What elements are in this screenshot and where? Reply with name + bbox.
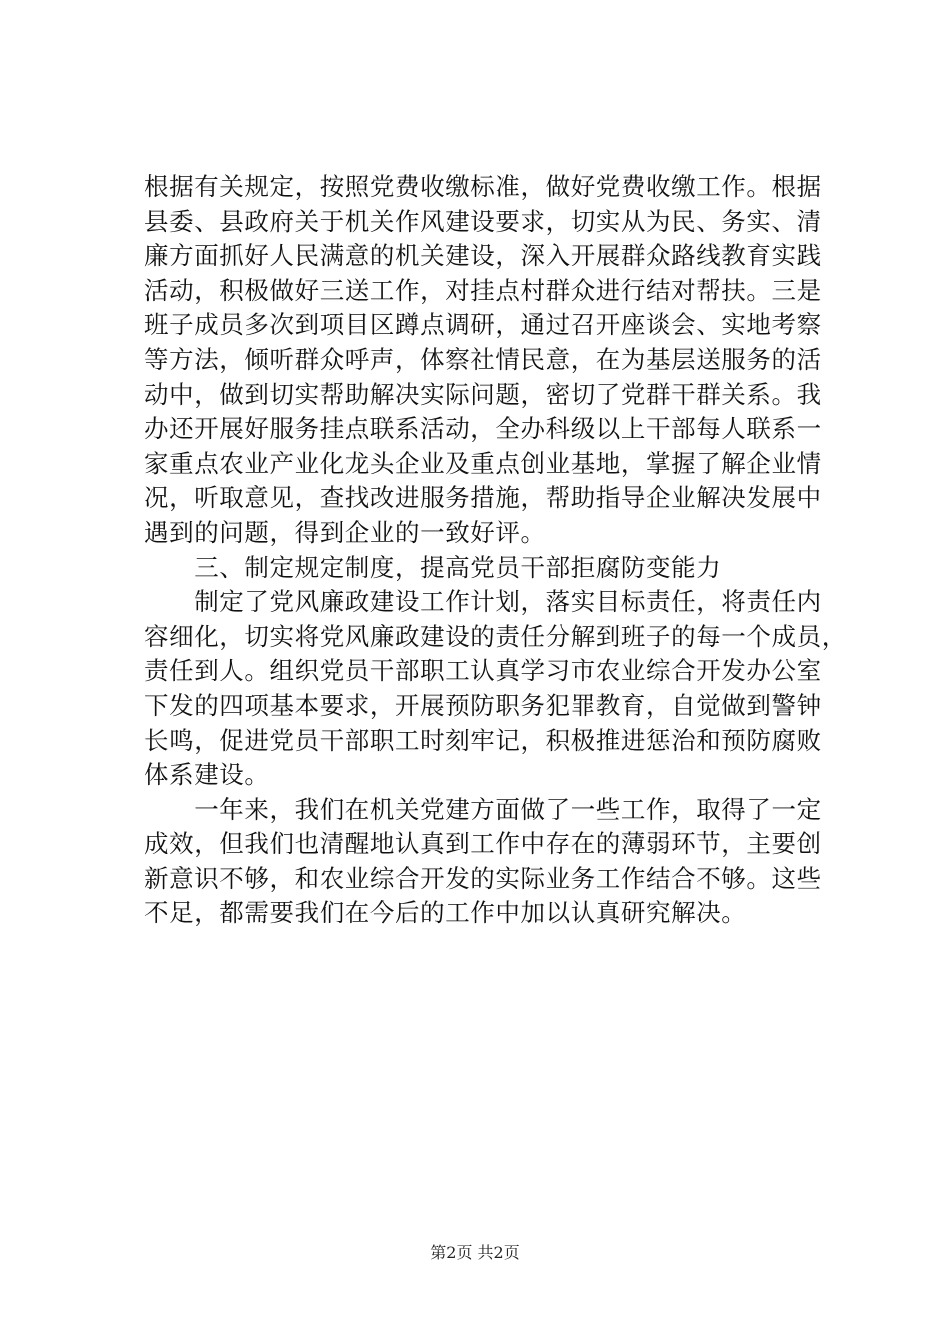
document-body xyxy=(144,170,847,931)
text-line: 活动，积极做好三送工作，对挂点村群众进行结对帮扶。三是 xyxy=(144,275,822,305)
text-line: 一年来，我们在机关党建方面做了一些工作，取得了一定 xyxy=(144,794,822,824)
text-line: 制定了党风廉政建设工作计划，落实目标责任，将责任内 xyxy=(144,587,822,617)
text-line: 成效，但我们也清醒地认真到工作中存在的薄弱环节，主要创 xyxy=(144,829,822,859)
text-line: 遇到的问题，得到企业的一致好评。 xyxy=(144,517,546,547)
text-line: 根据有关规定，按照党费收缴标准，做好党费收缴工作。根据 xyxy=(144,172,822,201)
text-line: 家重点农业产业化龙头企业及重点创业基地，掌握了解企业情 xyxy=(144,448,822,478)
text-line: 班子成员多次到项目区蹲点调研，通过召开座谈会、实地考察 xyxy=(144,310,822,340)
text-line: 不足，都需要我们在今后的工作中加以认真研究解决。 xyxy=(144,898,747,928)
text-line: 办还开展好服务挂点联系活动，全办科级以上干部每人联系一 xyxy=(144,414,822,444)
text-line: 体系建设。 xyxy=(144,760,270,790)
text-line: 廉方面抓好人民满意的机关建设，深入开展群众路线教育实践 xyxy=(144,241,822,271)
text-line: 下发的四项基本要求，开展预防职务犯罪教育，自觉做到警钟 xyxy=(144,690,822,720)
text-line: 责任到人。组织党员干部职工认真学习市农业综合开发办公室 xyxy=(144,656,822,686)
text-line: 况，听取意见，查找改进服务措施，帮助指导企业解决发展中 xyxy=(144,483,822,513)
section-heading: 三、制定规定制度，提高党员干部拒腐防变能力 xyxy=(144,552,722,582)
text-line: 容细化，切实将党风廉政建设的责任分解到班子的每一个成员， xyxy=(144,621,847,651)
text-line: 等方法，倾听群众呼声，体察社情民意，在为基层送服务的活 xyxy=(144,344,822,374)
page-number-footer: 第2页 共2页 xyxy=(430,1243,520,1262)
text-line: 长鸣，促进党员干部职工时刻牢记，积极推进惩治和预防腐败 xyxy=(144,725,822,755)
text-line: 动中，做到切实帮助解决实际问题，密切了党群干群关系。我 xyxy=(144,379,822,409)
text-line: 新意识不够，和农业综合开发的实际业务工作结合不够。这些 xyxy=(144,863,822,893)
text-line: 县委、县政府关于机关作风建设要求，切实从为民、务实、清 xyxy=(144,206,822,236)
